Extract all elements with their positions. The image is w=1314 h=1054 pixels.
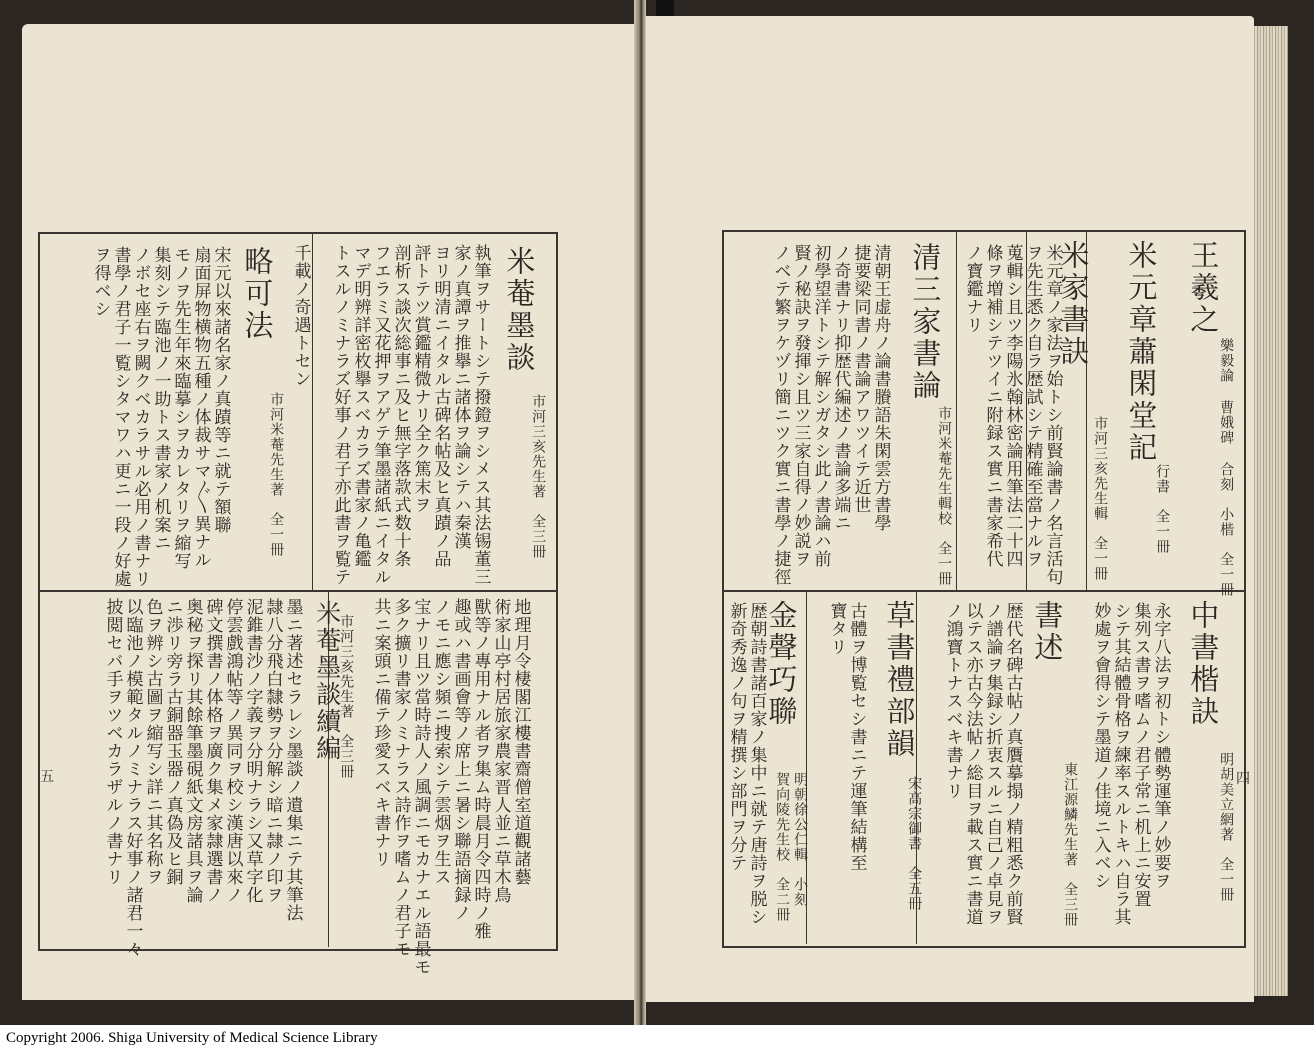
text-column: ノ奇書ナリ抑歴代編述ノ書論多端ニ [830,244,851,532]
format-line: 行書 全一冊 [1154,464,1171,554]
text-column: 妙處ヲ會得シテ墨道ノ佳境ニ入ベシ [1090,602,1111,890]
text-column: ノベテ繁ヲケヅリ簡ニツク實ニ書學ノ捷徑 [770,244,791,586]
text-column: フエラミ又花押ヲアゲテ筆墨諸紙ニイタル [370,244,391,586]
text-column: 家ノ真譚ヲ推擧ニ諸体ヲ論シテハ秦漢 [450,244,471,550]
author-line: 市河米菴先生輯校 全一冊 [936,406,953,586]
text-column: 賢ノ秘訣ヲ發揮シ且ツ三家自得ノ妙説ヲ [790,244,811,568]
text-column: モノヲ先生年來臨摹シヲカレタリヲ縮写 [170,246,191,570]
text-column: ノ鴻寶トナスベキ書ナリ [942,602,963,800]
text-column: 披閲セバ手ヲツベカラザルノ書ナリ [102,598,123,886]
text-column: 奥秘ヲ探リ其餘筆墨硯紙文房諸具ヲ論 [182,598,203,904]
title-ryakukaho: 略可法 [240,246,275,342]
title-beian-motan-zokuhen: 米菴墨談續編 [312,600,342,762]
text-column: 扇面屏物横物五種ノ体裁サマ〴〵異ナル [190,246,211,569]
author-line: 市河三亥先生著 全三冊 [338,614,355,779]
text-column: 術家山亭村居旅家農家晋人並ニ草木鳥 [490,598,511,904]
text-column: 初學望洋トシテ解シガタシ此ノ書論ハ前 [810,244,831,568]
text-column: 宋元以來諸名家ノ真蹟等ニ就テ額聯 [210,246,231,534]
text-column: 宝ナリ且ツ當時詩人ノ風調ニモカナエル語最モ [410,598,431,976]
text-column: 集刻シテ臨池ノ一助トス書家ノ机案ニ [150,246,171,552]
right-col-rule [956,232,957,590]
text-column: 條ヲ増補シテツイニ附録ス實ニ書家希代 [982,244,1003,568]
left-col-rule [312,234,313,590]
copyright-notice: Copyright 2006. Shiga University of Medical Science Library [6,1030,378,1046]
text-column: 獸等ノ專用ナル者ヲ集ム時晨月令四時ノ雅 [470,598,491,940]
text-column: 趣或ハ書画會等ノ席上ニ暑シ聯語摘録ノ [450,598,471,922]
title-kinsei-korен: 金聲巧聯 [764,600,799,728]
text-column: 寶タリ [826,602,847,656]
text-column: 歴代名碑古帖ノ真贋摹搨ノ精粗悉ク前賢 [1002,602,1023,926]
text-column: 以臨池ノ模範タルノミナラス好事ノ諸君一々 [122,598,143,958]
page-number: 五 [40,769,54,785]
work-subtitle: 樂毅論 曹娥碑 合刻 小楷 全一冊 [1218,338,1235,597]
text-column: 永字八法ヲ初トシ體勢運筆ノ妙要ヲ [1150,602,1171,890]
author-line: 市河米菴先生著 全一冊 [268,392,285,557]
title-beian-motan: 米菴墨談 [502,246,537,374]
title-shojutsu: 書述 [1030,600,1065,664]
text-column: ノ譜論ヲ集録シ折衷スルニ自己ノ卓見ヲ [982,602,1003,926]
text-column: ヨリ明清ニイタル古碑名帖及ヒ真蹟ノ品 [430,244,451,568]
title-mi-yuanzhang: 米元章蕭閑堂記 [1124,240,1159,464]
text-column: 古體ヲ博覧セシ書ニテ運筆結構至 [846,602,867,872]
book-gutter [634,0,646,1025]
text-column: 歴朝詩書諸百家ノ集中ニ就テ唐詩ヲ脱シ [746,602,767,926]
left-page [22,24,634,1000]
text-column: 執筆ヲサートシテ撥鐙ヲシメス其法锡董三 [470,244,491,586]
right-mid-rule [722,590,1246,592]
bookmark-ribbon [656,0,674,16]
text-column: マデ明辨詳密枚擧スベカラズ書家ノ亀鑑 [350,244,371,568]
text-column: シテ其結體骨格ヲ練率スルトキハ自ラ其 [1110,602,1131,926]
editor-line: 賀向陵先生校 全二冊 [774,772,791,922]
text-column: ニ渉リ旁ラ古銅器玉器ノ真偽及ヒ銅 [162,598,183,886]
right-page [646,16,1254,1002]
text-column: 共ニ案頭ニ備テ珍愛スベキ書ナリ [370,598,391,868]
text-column: 新奇秀逸ノ句ヲ精撰シ部門ヲ分テ [726,602,747,872]
text-column: 多ク擴リ書家ノミナラス詩作ヲ嗜ムノ君子モ [390,598,411,958]
text-column: 停雲戲鴻帖等ノ異同ヲ校シ漢唐以來ノ [222,598,243,904]
title-beike-shoketsu: 米家書訣 [1056,240,1091,368]
author-line: 宋高宗御書 全五冊 [906,776,923,911]
text-column: 碑文撰書ノ体格ヲ廣ク集メ家隷選書ノ [202,598,223,904]
text-column: 米元章ノ家法ヲ始トシ前賢論書ノ名言活句 [1042,244,1063,586]
title-sosho-reibuin: 草書禮部韻 [882,600,917,760]
text-column: ノモニ應シ頻ニ捜索シテ雲烟ヲ生ス [430,598,451,886]
author-line: 明胡美立網著 全一冊 [1218,752,1235,902]
text-column: 集列ス書ヲ嗜ムノ君子常ニ机上ニ安置 [1130,602,1151,908]
text-column: ノ寶鑑ナリ [962,244,983,334]
editor-line: 明朝徐公仁輯 小刻 [792,772,809,907]
text-column: 清朝王虚舟ノ論書賸語朱閑雲方書學 [870,244,891,532]
text-column: 以テス亦古今法帖ノ総目ヲ載ス實ニ書道 [962,602,983,926]
author-line: 市河三亥先生著 全三冊 [530,394,547,559]
text-column: ヲ先生悉ク自ラ歴試シテ精確至當ナルヲ [1022,244,1043,568]
text-column: 蒐輯シ且ツ李陽氷翰林密論用筆法二十四 [1002,244,1023,568]
author-line: 市河三亥先生輯 全一冊 [1092,416,1109,581]
text-column: 捷要梁同書ノ書論アワツイテ近世 [850,244,871,514]
page-edges [1252,26,1288,996]
text-column: ヲ得ベシ [90,246,111,318]
text-column: 剖析ス談次総事ニ及ヒ無字落款式数十条 [390,244,411,568]
text-column: 墨ニ著述セラレシ墨談ノ遺集ニテ其筆法 [282,598,303,922]
text-column: トスルノミナラズ好事ノ君子亦此書ヲ覧テ [330,244,351,586]
left-mid-rule [38,590,558,592]
title-wang-xizhi: 王羲之 [1186,240,1221,336]
text-column: 隷八分飛白隸勢ヲ分解シ暗ニ隷ノ印ヲ [262,598,283,904]
text-column: 評トテツ賞鑑精微ナリ全ク篤末ヲ [410,244,431,514]
title-shin-sanke-shoron: 清三家書論 [908,242,943,402]
page-number: 四 [1236,771,1250,787]
text-column: 色ヲ辨シ古圖ヲ縮写シ詳ニ其名称ヲ [142,598,163,886]
title-chusho-kaiketsu: 中書楷訣 [1186,600,1221,728]
text-column: 書學ノ君子一覧シタマワハ更ニ一段ノ好處 [110,246,131,588]
text-column: 千載ノ奇遇トセン [290,244,311,388]
text-column: ノボセ座右ヲ闕クベカラサル必用ノ書ナリ [130,246,151,588]
text-column: 泥錐書沙ノ字義ヲ分明ナラシ又草字化 [242,598,263,904]
text-column: 地理月令棲閣江樓書齋僧室道觀諸藝 [510,598,531,886]
author-line: 東江源鱗先生著 全三冊 [1062,762,1079,927]
